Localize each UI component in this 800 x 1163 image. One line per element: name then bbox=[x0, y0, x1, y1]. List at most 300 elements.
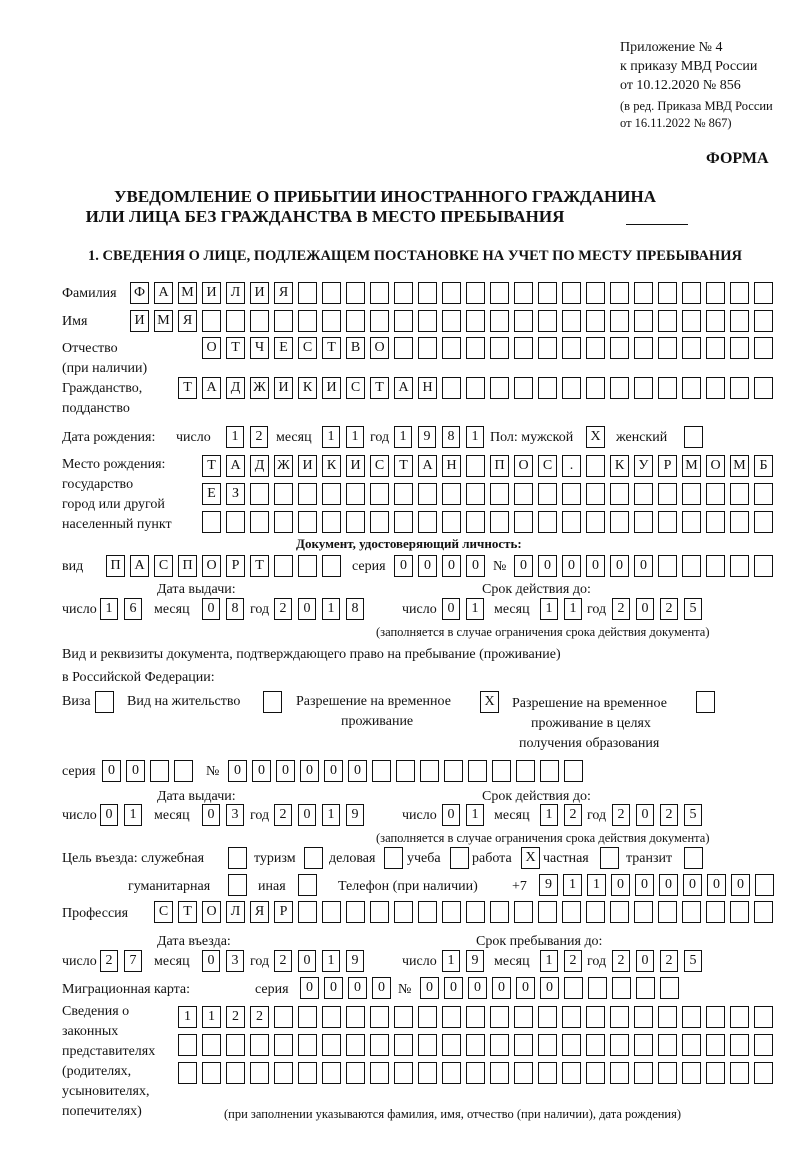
id-kind-char-box[interactable]: Т bbox=[250, 555, 269, 577]
birthplace3-char-box[interactable] bbox=[706, 511, 725, 533]
birthplace2-char-box[interactable] bbox=[706, 483, 725, 505]
birthplace3-char-box[interactable] bbox=[226, 511, 245, 533]
stay-month-char-box[interactable]: 1 bbox=[540, 950, 558, 972]
reps1-char-box[interactable] bbox=[634, 1006, 653, 1028]
mc-number-char-box[interactable] bbox=[564, 977, 583, 999]
id-number-char-box[interactable] bbox=[682, 555, 701, 577]
citizenship-char-box[interactable]: Ж bbox=[250, 377, 269, 399]
sex-female-checkbox[interactable] bbox=[684, 426, 703, 448]
surname-char-box[interactable] bbox=[538, 282, 557, 304]
reps3-char-box[interactable] bbox=[466, 1062, 485, 1084]
surname-char-box[interactable] bbox=[514, 282, 533, 304]
birthplace1-char-box[interactable]: С bbox=[538, 455, 557, 477]
id-number-char-box[interactable] bbox=[658, 555, 677, 577]
patronymic-char-box[interactable] bbox=[442, 337, 461, 359]
profession-char-box[interactable] bbox=[634, 901, 653, 923]
citizenship-char-box[interactable] bbox=[538, 377, 557, 399]
profession-char-box[interactable] bbox=[322, 901, 341, 923]
entry-month-char-box[interactable]: 0 bbox=[202, 950, 220, 972]
name-char-box[interactable] bbox=[298, 310, 317, 332]
birthplace3-char-box[interactable] bbox=[730, 511, 749, 533]
patronymic-char-box[interactable] bbox=[418, 337, 437, 359]
stay-issue-year-char-box[interactable]: 9 bbox=[346, 804, 364, 826]
stay-valid-month-char-box[interactable]: 1 bbox=[540, 804, 558, 826]
stay-series-char-box[interactable]: 0 bbox=[102, 760, 121, 782]
profession-char-box[interactable]: Я bbox=[250, 901, 269, 923]
id-issue-month-char-box[interactable]: 8 bbox=[226, 598, 244, 620]
birthplace1-char-box[interactable]: К bbox=[322, 455, 341, 477]
surname-char-box[interactable] bbox=[658, 282, 677, 304]
id-number-char-box[interactable]: 0 bbox=[514, 555, 533, 577]
stay-number-char-box[interactable] bbox=[468, 760, 487, 782]
surname-char-box[interactable] bbox=[322, 282, 341, 304]
reps3-char-box[interactable] bbox=[418, 1062, 437, 1084]
birthplace3-char-box[interactable] bbox=[274, 511, 293, 533]
mc-number-char-box[interactable]: 0 bbox=[540, 977, 559, 999]
entry-day-char-box[interactable]: 2 bbox=[100, 950, 118, 972]
reps1-char-box[interactable] bbox=[466, 1006, 485, 1028]
reps2-char-box[interactable] bbox=[442, 1034, 461, 1056]
profession-char-box[interactable] bbox=[610, 901, 629, 923]
patronymic-char-box[interactable]: О bbox=[202, 337, 221, 359]
phone-char-box[interactable]: 1 bbox=[587, 874, 606, 896]
id-number-char-box[interactable]: 0 bbox=[610, 555, 629, 577]
birth-month-char-box[interactable]: 1 bbox=[322, 426, 340, 448]
patronymic-char-box[interactable]: О bbox=[370, 337, 389, 359]
birthplace3-char-box[interactable] bbox=[202, 511, 221, 533]
birthplace2-char-box[interactable] bbox=[610, 483, 629, 505]
id-kind-char-box[interactable]: П bbox=[106, 555, 125, 577]
reps1-char-box[interactable] bbox=[706, 1006, 725, 1028]
reps2-char-box[interactable] bbox=[634, 1034, 653, 1056]
stay-valid-day-char-box[interactable]: 0 bbox=[442, 804, 460, 826]
reps3-char-box[interactable] bbox=[490, 1062, 509, 1084]
profession-char-box[interactable] bbox=[298, 901, 317, 923]
id-number-char-box[interactable]: 0 bbox=[562, 555, 581, 577]
birthplace2-char-box[interactable]: З bbox=[226, 483, 245, 505]
reps1-char-box[interactable]: 1 bbox=[202, 1006, 221, 1028]
reps3-char-box[interactable] bbox=[202, 1062, 221, 1084]
phone-char-box[interactable]: 0 bbox=[611, 874, 630, 896]
reps2-char-box[interactable] bbox=[610, 1034, 629, 1056]
id-number-char-box[interactable] bbox=[730, 555, 749, 577]
stay-valid-year-char-box[interactable]: 5 bbox=[684, 804, 702, 826]
reps2-char-box[interactable] bbox=[586, 1034, 605, 1056]
reps1-char-box[interactable] bbox=[322, 1006, 341, 1028]
stay-number-char-box[interactable]: 0 bbox=[348, 760, 367, 782]
p-study-checkbox[interactable] bbox=[450, 847, 469, 869]
reps2-char-box[interactable] bbox=[298, 1034, 317, 1056]
reps3-char-box[interactable] bbox=[514, 1062, 533, 1084]
profession-char-box[interactable] bbox=[394, 901, 413, 923]
id-valid-month-char-box[interactable]: 1 bbox=[540, 598, 558, 620]
citizenship-char-box[interactable]: И bbox=[274, 377, 293, 399]
reps2-char-box[interactable] bbox=[466, 1034, 485, 1056]
id-series-char-box[interactable]: 0 bbox=[394, 555, 413, 577]
surname-char-box[interactable] bbox=[754, 282, 773, 304]
citizenship-char-box[interactable] bbox=[442, 377, 461, 399]
reps2-char-box[interactable] bbox=[226, 1034, 245, 1056]
reps2-char-box[interactable] bbox=[538, 1034, 557, 1056]
p-service-checkbox[interactable] bbox=[228, 847, 247, 869]
p-other-checkbox[interactable] bbox=[298, 874, 317, 896]
stay-day-char-box[interactable]: 9 bbox=[466, 950, 484, 972]
stay-year-char-box[interactable]: 2 bbox=[612, 950, 630, 972]
id-valid-year-char-box[interactable]: 2 bbox=[660, 598, 678, 620]
reps2-char-box[interactable] bbox=[514, 1034, 533, 1056]
mc-number-char-box[interactable] bbox=[588, 977, 607, 999]
name-char-box[interactable] bbox=[466, 310, 485, 332]
id-number-char-box[interactable]: 0 bbox=[538, 555, 557, 577]
entry-year-char-box[interactable]: 0 bbox=[298, 950, 316, 972]
id-kind-char-box[interactable]: П bbox=[178, 555, 197, 577]
id-number-char-box[interactable] bbox=[706, 555, 725, 577]
id-kind-char-box[interactable] bbox=[322, 555, 341, 577]
reps3-char-box[interactable] bbox=[754, 1062, 773, 1084]
mc-series-char-box[interactable]: 0 bbox=[300, 977, 319, 999]
birthplace1-char-box[interactable] bbox=[586, 455, 605, 477]
birthplace3-char-box[interactable] bbox=[658, 511, 677, 533]
mc-number-char-box[interactable]: 0 bbox=[468, 977, 487, 999]
stay-issue-day-char-box[interactable]: 1 bbox=[124, 804, 142, 826]
patronymic-char-box[interactable]: Т bbox=[322, 337, 341, 359]
birthplace1-char-box[interactable]: М bbox=[730, 455, 749, 477]
reps1-char-box[interactable] bbox=[538, 1006, 557, 1028]
id-issue-year-char-box[interactable]: 1 bbox=[322, 598, 340, 620]
patronymic-char-box[interactable] bbox=[490, 337, 509, 359]
birthplace1-char-box[interactable]: М bbox=[682, 455, 701, 477]
profession-char-box[interactable] bbox=[754, 901, 773, 923]
profession-char-box[interactable] bbox=[586, 901, 605, 923]
phone-char-box[interactable]: 0 bbox=[683, 874, 702, 896]
profession-char-box[interactable] bbox=[490, 901, 509, 923]
id-valid-year-char-box[interactable]: 2 bbox=[612, 598, 630, 620]
stay-year-char-box[interactable]: 5 bbox=[684, 950, 702, 972]
profession-char-box[interactable] bbox=[682, 901, 701, 923]
reps2-char-box[interactable] bbox=[394, 1034, 413, 1056]
stay-issue-day-char-box[interactable]: 0 bbox=[100, 804, 118, 826]
id-kind-char-box[interactable]: Р bbox=[226, 555, 245, 577]
name-char-box[interactable] bbox=[202, 310, 221, 332]
reps3-char-box[interactable] bbox=[706, 1062, 725, 1084]
profession-char-box[interactable] bbox=[370, 901, 389, 923]
citizenship-char-box[interactable] bbox=[658, 377, 677, 399]
name-char-box[interactable] bbox=[634, 310, 653, 332]
reps3-char-box[interactable] bbox=[658, 1062, 677, 1084]
birthplace1-char-box[interactable]: Н bbox=[442, 455, 461, 477]
birthplace2-char-box[interactable] bbox=[442, 483, 461, 505]
reps1-char-box[interactable] bbox=[658, 1006, 677, 1028]
phone-char-box[interactable] bbox=[755, 874, 774, 896]
surname-char-box[interactable] bbox=[394, 282, 413, 304]
name-char-box[interactable] bbox=[538, 310, 557, 332]
citizenship-char-box[interactable] bbox=[682, 377, 701, 399]
birthplace2-char-box[interactable] bbox=[298, 483, 317, 505]
reps2-char-box[interactable] bbox=[490, 1034, 509, 1056]
surname-char-box[interactable] bbox=[610, 282, 629, 304]
surname-char-box[interactable] bbox=[298, 282, 317, 304]
stay-issue-month-char-box[interactable]: 0 bbox=[202, 804, 220, 826]
birthplace3-char-box[interactable] bbox=[682, 511, 701, 533]
name-char-box[interactable]: И bbox=[130, 310, 149, 332]
birthplace3-char-box[interactable] bbox=[250, 511, 269, 533]
mc-series-char-box[interactable]: 0 bbox=[348, 977, 367, 999]
chk-temp-res-checkbox[interactable]: X bbox=[480, 691, 499, 713]
citizenship-char-box[interactable]: И bbox=[322, 377, 341, 399]
profession-char-box[interactable]: О bbox=[202, 901, 221, 923]
place-blank-line[interactable] bbox=[626, 224, 688, 225]
stay-valid-month-char-box[interactable]: 2 bbox=[564, 804, 582, 826]
entry-month-char-box[interactable]: 3 bbox=[226, 950, 244, 972]
patronymic-char-box[interactable] bbox=[466, 337, 485, 359]
birth-year-char-box[interactable]: 1 bbox=[466, 426, 484, 448]
reps1-char-box[interactable] bbox=[418, 1006, 437, 1028]
birthplace1-char-box[interactable]: И bbox=[346, 455, 365, 477]
surname-char-box[interactable] bbox=[346, 282, 365, 304]
p-work-checkbox[interactable]: X bbox=[521, 847, 540, 869]
patronymic-char-box[interactable] bbox=[634, 337, 653, 359]
birthplace3-char-box[interactable] bbox=[466, 511, 485, 533]
name-char-box[interactable] bbox=[586, 310, 605, 332]
reps2-char-box[interactable] bbox=[274, 1034, 293, 1056]
id-kind-char-box[interactable] bbox=[274, 555, 293, 577]
stay-number-char-box[interactable]: 0 bbox=[300, 760, 319, 782]
id-issue-year-char-box[interactable]: 8 bbox=[346, 598, 364, 620]
citizenship-char-box[interactable] bbox=[514, 377, 533, 399]
reps3-char-box[interactable] bbox=[298, 1062, 317, 1084]
reps3-char-box[interactable] bbox=[346, 1062, 365, 1084]
surname-char-box[interactable]: М bbox=[178, 282, 197, 304]
citizenship-char-box[interactable] bbox=[634, 377, 653, 399]
patronymic-char-box[interactable] bbox=[706, 337, 725, 359]
reps3-char-box[interactable] bbox=[730, 1062, 749, 1084]
surname-char-box[interactable] bbox=[730, 282, 749, 304]
birthplace1-char-box[interactable]: А bbox=[226, 455, 245, 477]
birthplace2-char-box[interactable] bbox=[634, 483, 653, 505]
birthplace2-char-box[interactable]: Е bbox=[202, 483, 221, 505]
entry-year-char-box[interactable]: 9 bbox=[346, 950, 364, 972]
id-valid-year-char-box[interactable]: 0 bbox=[636, 598, 654, 620]
p-humanitarian-checkbox[interactable] bbox=[228, 874, 247, 896]
phone-char-box[interactable]: 0 bbox=[731, 874, 750, 896]
surname-char-box[interactable] bbox=[562, 282, 581, 304]
citizenship-char-box[interactable]: Т bbox=[370, 377, 389, 399]
name-char-box[interactable] bbox=[274, 310, 293, 332]
stay-day-char-box[interactable]: 1 bbox=[442, 950, 460, 972]
entry-year-char-box[interactable]: 1 bbox=[322, 950, 340, 972]
surname-char-box[interactable] bbox=[442, 282, 461, 304]
birthplace3-char-box[interactable] bbox=[634, 511, 653, 533]
stay-series-char-box[interactable] bbox=[150, 760, 169, 782]
surname-char-box[interactable]: Ф bbox=[130, 282, 149, 304]
stay-number-char-box[interactable] bbox=[372, 760, 391, 782]
stay-year-char-box[interactable]: 0 bbox=[636, 950, 654, 972]
birthplace1-char-box[interactable]: С bbox=[370, 455, 389, 477]
id-number-char-box[interactable] bbox=[754, 555, 773, 577]
birthplace2-char-box[interactable] bbox=[322, 483, 341, 505]
birthplace1-char-box[interactable]: О bbox=[514, 455, 533, 477]
name-char-box[interactable]: М bbox=[154, 310, 173, 332]
chk-residence-checkbox[interactable] bbox=[263, 691, 282, 713]
birthplace1-char-box[interactable]: П bbox=[490, 455, 509, 477]
reps3-char-box[interactable] bbox=[586, 1062, 605, 1084]
birthplace2-char-box[interactable] bbox=[370, 483, 389, 505]
profession-char-box[interactable] bbox=[562, 901, 581, 923]
reps1-char-box[interactable] bbox=[682, 1006, 701, 1028]
name-char-box[interactable] bbox=[658, 310, 677, 332]
birth-month-char-box[interactable]: 1 bbox=[346, 426, 364, 448]
stay-number-char-box[interactable] bbox=[492, 760, 511, 782]
reps3-char-box[interactable] bbox=[178, 1062, 197, 1084]
phone-char-box[interactable]: 9 bbox=[539, 874, 558, 896]
reps1-char-box[interactable] bbox=[586, 1006, 605, 1028]
reps1-char-box[interactable] bbox=[442, 1006, 461, 1028]
birthplace1-char-box[interactable]: Ж bbox=[274, 455, 293, 477]
phone-char-box[interactable]: 0 bbox=[707, 874, 726, 896]
reps2-char-box[interactable] bbox=[658, 1034, 677, 1056]
stay-number-char-box[interactable]: 0 bbox=[324, 760, 343, 782]
surname-char-box[interactable]: И bbox=[202, 282, 221, 304]
mc-series-char-box[interactable]: 0 bbox=[324, 977, 343, 999]
profession-char-box[interactable] bbox=[538, 901, 557, 923]
reps1-char-box[interactable]: 2 bbox=[226, 1006, 245, 1028]
name-char-box[interactable] bbox=[562, 310, 581, 332]
mc-number-char-box[interactable]: 0 bbox=[444, 977, 463, 999]
mc-number-char-box[interactable]: 0 bbox=[516, 977, 535, 999]
citizenship-char-box[interactable]: С bbox=[346, 377, 365, 399]
patronymic-char-box[interactable] bbox=[538, 337, 557, 359]
profession-char-box[interactable] bbox=[730, 901, 749, 923]
id-series-char-box[interactable]: 0 bbox=[442, 555, 461, 577]
surname-char-box[interactable]: И bbox=[250, 282, 269, 304]
reps1-char-box[interactable] bbox=[754, 1006, 773, 1028]
reps2-char-box[interactable] bbox=[730, 1034, 749, 1056]
birthplace1-char-box[interactable] bbox=[466, 455, 485, 477]
id-kind-char-box[interactable] bbox=[298, 555, 317, 577]
birthplace3-char-box[interactable] bbox=[490, 511, 509, 533]
reps2-char-box[interactable] bbox=[322, 1034, 341, 1056]
name-char-box[interactable] bbox=[610, 310, 629, 332]
birthplace2-char-box[interactable] bbox=[394, 483, 413, 505]
profession-char-box[interactable] bbox=[658, 901, 677, 923]
reps3-char-box[interactable] bbox=[610, 1062, 629, 1084]
birthplace1-char-box[interactable]: Т bbox=[202, 455, 221, 477]
citizenship-char-box[interactable]: А bbox=[394, 377, 413, 399]
mc-number-char-box[interactable] bbox=[612, 977, 631, 999]
patronymic-char-box[interactable]: В bbox=[346, 337, 365, 359]
patronymic-char-box[interactable] bbox=[514, 337, 533, 359]
reps1-char-box[interactable] bbox=[730, 1006, 749, 1028]
reps1-char-box[interactable] bbox=[394, 1006, 413, 1028]
chk-visa-checkbox[interactable] bbox=[95, 691, 114, 713]
citizenship-char-box[interactable]: Н bbox=[418, 377, 437, 399]
profession-char-box[interactable] bbox=[418, 901, 437, 923]
birthplace1-char-box[interactable]: Р bbox=[658, 455, 677, 477]
p-business-checkbox[interactable] bbox=[384, 847, 403, 869]
birthplace2-char-box[interactable] bbox=[274, 483, 293, 505]
profession-char-box[interactable]: С bbox=[154, 901, 173, 923]
birth-year-char-box[interactable]: 1 bbox=[394, 426, 412, 448]
id-kind-char-box[interactable]: О bbox=[202, 555, 221, 577]
id-kind-char-box[interactable]: С bbox=[154, 555, 173, 577]
birthplace1-char-box[interactable]: Б bbox=[754, 455, 773, 477]
citizenship-char-box[interactable]: А bbox=[202, 377, 221, 399]
birthplace1-char-box[interactable]: О bbox=[706, 455, 725, 477]
surname-char-box[interactable] bbox=[682, 282, 701, 304]
patronymic-char-box[interactable] bbox=[586, 337, 605, 359]
reps3-char-box[interactable] bbox=[562, 1062, 581, 1084]
reps2-char-box[interactable] bbox=[418, 1034, 437, 1056]
reps2-char-box[interactable] bbox=[682, 1034, 701, 1056]
reps2-char-box[interactable] bbox=[178, 1034, 197, 1056]
sex-male-checkbox[interactable]: X bbox=[586, 426, 605, 448]
patronymic-char-box[interactable] bbox=[562, 337, 581, 359]
name-char-box[interactable] bbox=[490, 310, 509, 332]
birthplace3-char-box[interactable] bbox=[514, 511, 533, 533]
birthplace2-char-box[interactable] bbox=[658, 483, 677, 505]
citizenship-char-box[interactable] bbox=[586, 377, 605, 399]
name-char-box[interactable]: Я bbox=[178, 310, 197, 332]
birthplace2-char-box[interactable] bbox=[562, 483, 581, 505]
surname-char-box[interactable] bbox=[490, 282, 509, 304]
id-valid-day-char-box[interactable]: 1 bbox=[466, 598, 484, 620]
stay-series-char-box[interactable]: 0 bbox=[126, 760, 145, 782]
birthplace1-char-box[interactable]: К bbox=[610, 455, 629, 477]
id-valid-year-char-box[interactable]: 5 bbox=[684, 598, 702, 620]
reps3-char-box[interactable] bbox=[250, 1062, 269, 1084]
surname-char-box[interactable] bbox=[370, 282, 389, 304]
reps1-char-box[interactable]: 1 bbox=[178, 1006, 197, 1028]
reps2-char-box[interactable] bbox=[370, 1034, 389, 1056]
patronymic-char-box[interactable] bbox=[658, 337, 677, 359]
surname-char-box[interactable] bbox=[586, 282, 605, 304]
reps1-char-box[interactable] bbox=[298, 1006, 317, 1028]
stay-number-char-box[interactable] bbox=[420, 760, 439, 782]
reps3-char-box[interactable] bbox=[394, 1062, 413, 1084]
birthplace1-char-box[interactable]: И bbox=[298, 455, 317, 477]
surname-char-box[interactable] bbox=[418, 282, 437, 304]
citizenship-char-box[interactable] bbox=[610, 377, 629, 399]
surname-char-box[interactable]: Л bbox=[226, 282, 245, 304]
birthplace1-char-box[interactable]: У bbox=[634, 455, 653, 477]
id-number-char-box[interactable]: 0 bbox=[634, 555, 653, 577]
patronymic-char-box[interactable] bbox=[394, 337, 413, 359]
phone-char-box[interactable]: 0 bbox=[659, 874, 678, 896]
reps1-char-box[interactable] bbox=[370, 1006, 389, 1028]
name-char-box[interactable] bbox=[322, 310, 341, 332]
stay-issue-year-char-box[interactable]: 2 bbox=[274, 804, 292, 826]
phone-char-box[interactable]: 1 bbox=[563, 874, 582, 896]
id-issue-year-char-box[interactable]: 2 bbox=[274, 598, 292, 620]
citizenship-char-box[interactable] bbox=[490, 377, 509, 399]
reps2-char-box[interactable] bbox=[202, 1034, 221, 1056]
reps1-char-box[interactable]: 2 bbox=[250, 1006, 269, 1028]
surname-char-box[interactable] bbox=[466, 282, 485, 304]
stay-number-char-box[interactable] bbox=[396, 760, 415, 782]
mc-number-char-box[interactable] bbox=[660, 977, 679, 999]
profession-char-box[interactable] bbox=[346, 901, 365, 923]
birthplace2-char-box[interactable] bbox=[466, 483, 485, 505]
name-char-box[interactable] bbox=[250, 310, 269, 332]
citizenship-char-box[interactable]: Т bbox=[178, 377, 197, 399]
reps1-char-box[interactable] bbox=[514, 1006, 533, 1028]
stay-year-char-box[interactable]: 2 bbox=[660, 950, 678, 972]
surname-char-box[interactable] bbox=[634, 282, 653, 304]
patronymic-char-box[interactable]: Т bbox=[226, 337, 245, 359]
id-issue-year-char-box[interactable]: 0 bbox=[298, 598, 316, 620]
entry-year-char-box[interactable]: 2 bbox=[274, 950, 292, 972]
citizenship-char-box[interactable] bbox=[706, 377, 725, 399]
